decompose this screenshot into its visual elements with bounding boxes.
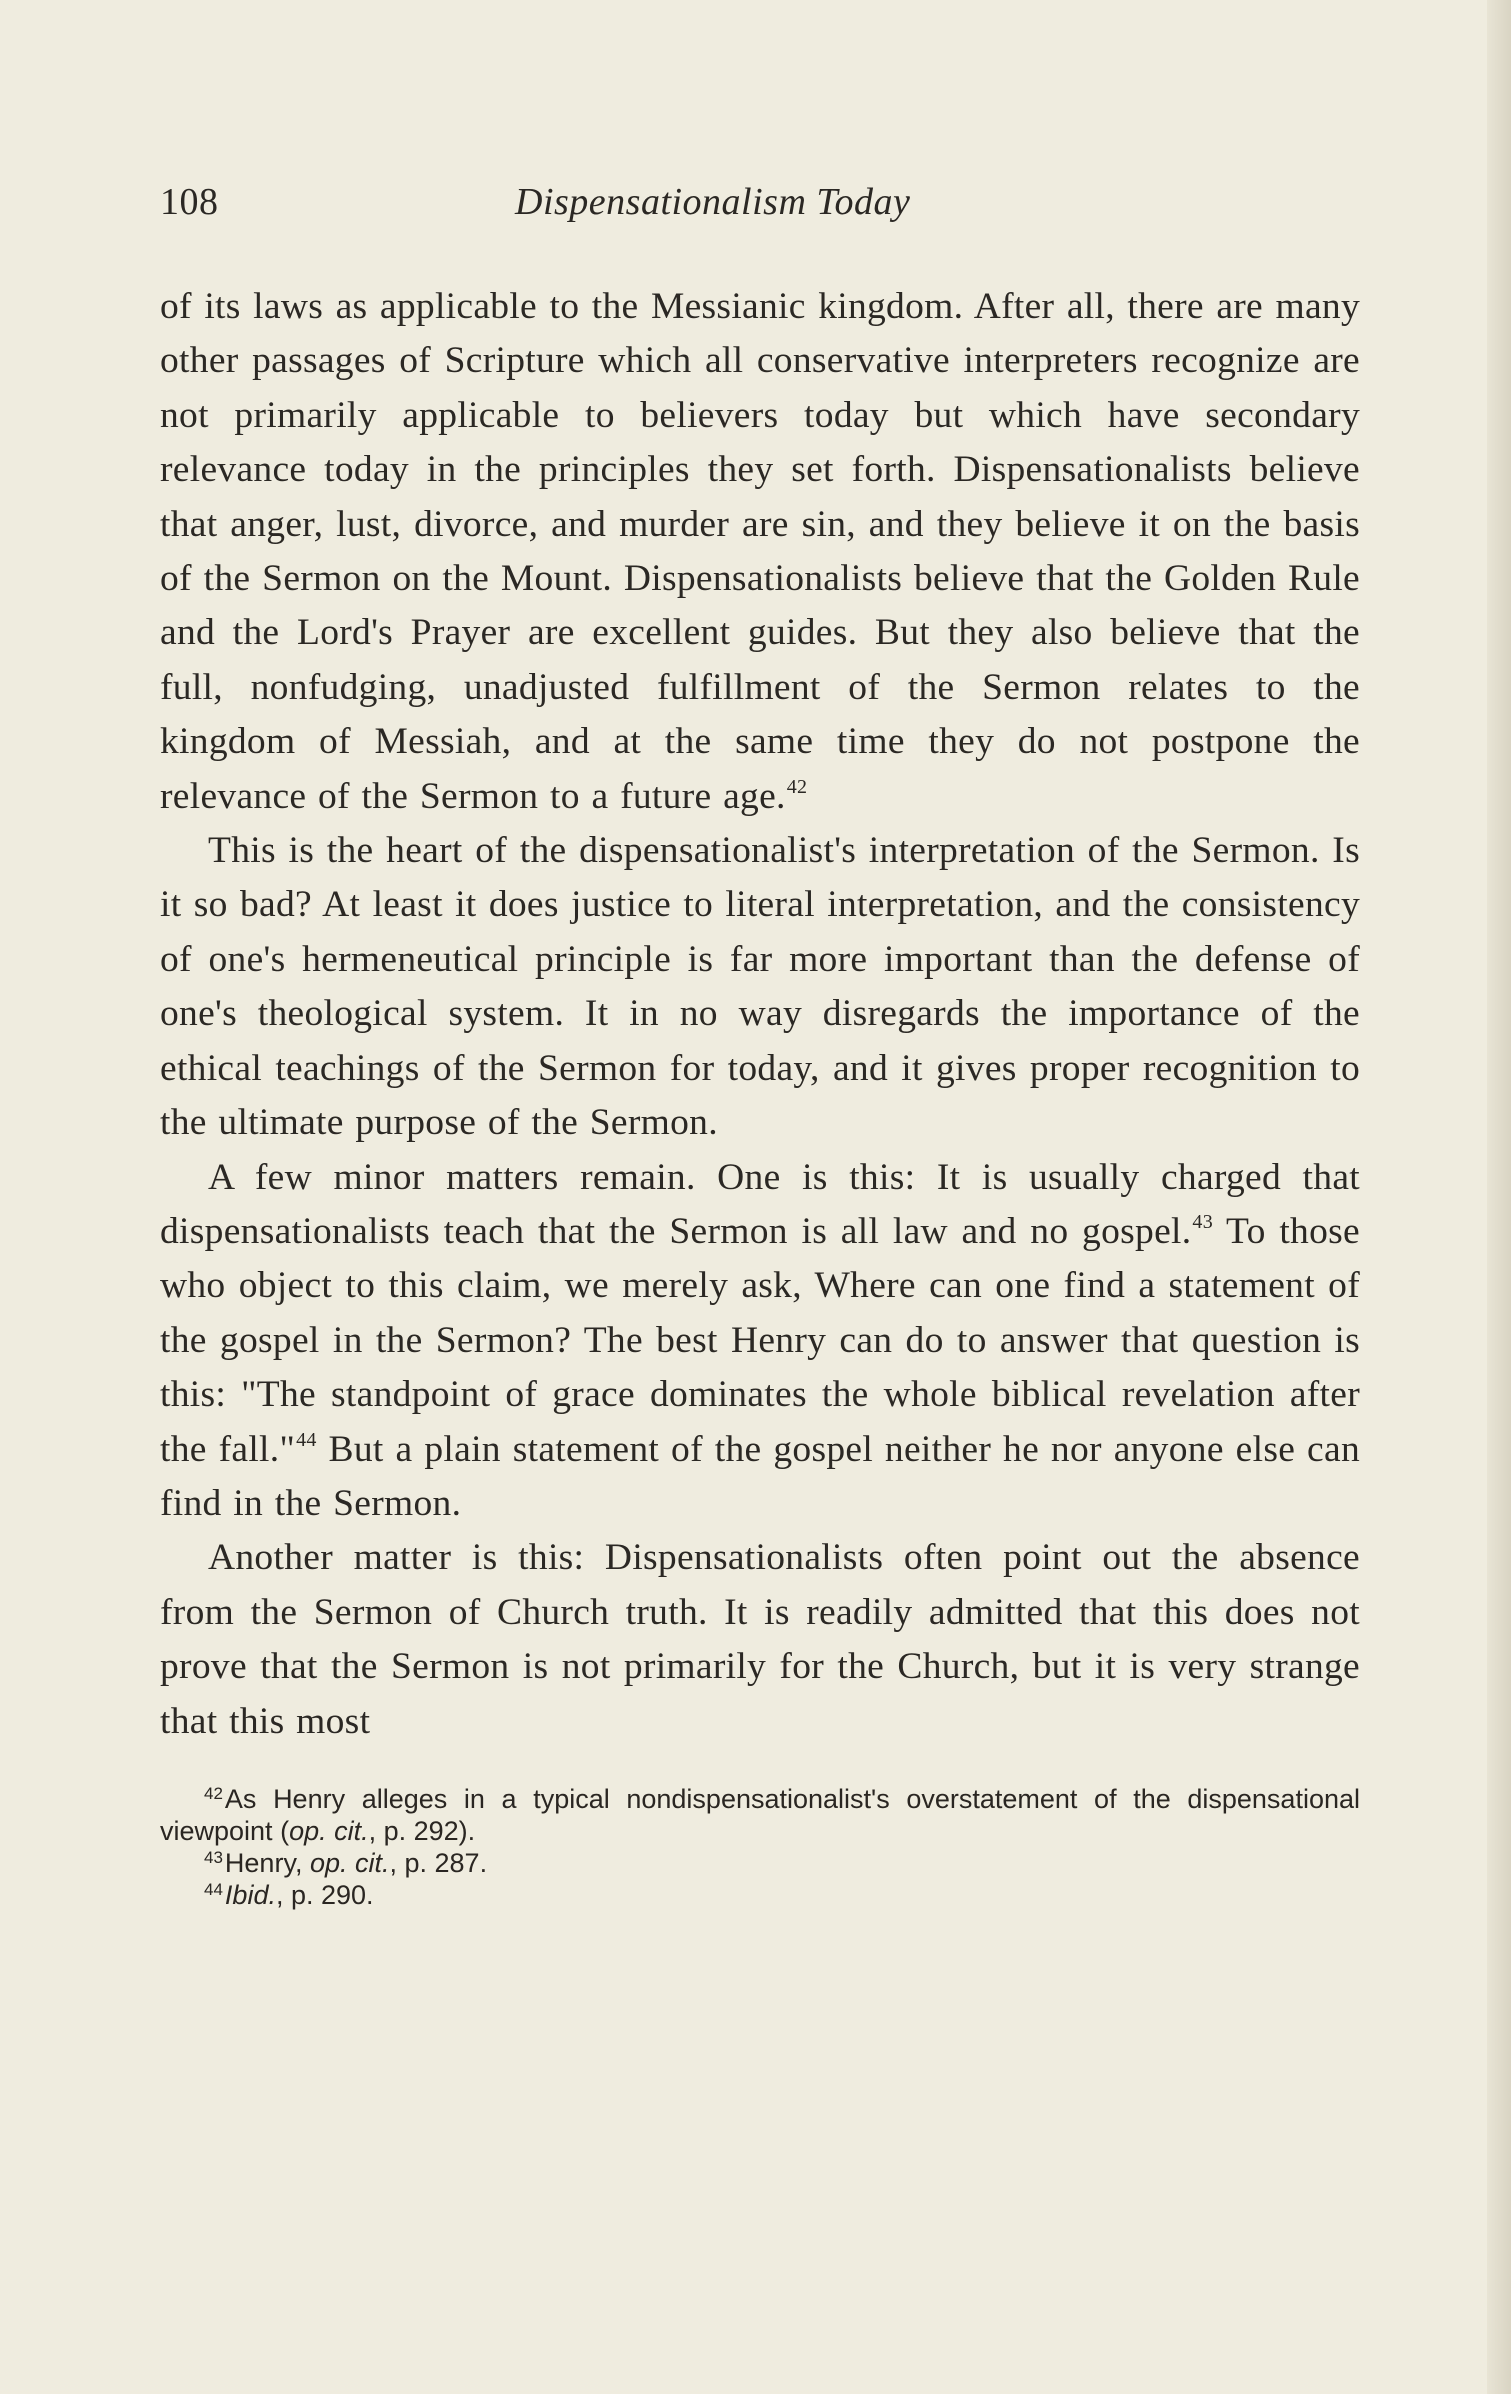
- book-page: [160, 180, 1360, 1911]
- paragraph-1-text: of its laws as applicable to the Messianic kingdom. After all, there are many other passages of Scripture which all conservative interpreters recognize are not primarily applicable to believers today but which have secondary relevance today in the principles they set forth. Dispensationalists believe that anger, lust, divorce, and murder are sin, and they believe it on the basis of the Sermon on the Mount. Dispensationalists believe that the Golden Rule and the Lord's Prayer are excellent guides. But they also believe that the full, nonfudging, unadjusted fulfillment of the Sermon relates to the kingdom of Messiah, and at the same time they do not postpone the relevance of the Sermon to a future age.: [160, 286, 1360, 817]
- footnote-text: As Henry alleges in a typical nondispensationalist's overstatement of the dispensational viewpoint (: [160, 1783, 1360, 1846]
- body-text: [160, 280, 1360, 1749]
- footnote-number: 44: [204, 1879, 223, 1899]
- book-spine-edge: [1487, 0, 1511, 2394]
- footnote-ref-42: 42: [786, 775, 808, 798]
- paragraph-2: This is the heart of the dispensationalist's interpretation of the Sermon. Is it so bad? At least it does justice to literal interpretation, and the consistency of one's hermeneutical principle is far more important than the defense of one's theological system. It in no way disregards the importance of the ethical teachings of the Sermon for today, and it gives proper recognition to the ultimate purpose of the Sermon.: [160, 830, 1360, 1144]
- footnote-number: 42: [204, 1783, 223, 1803]
- footnote-44: [160, 1879, 1360, 1911]
- footnote-citation: op. cit.: [309, 1847, 390, 1878]
- running-title: Dispensationalism Today: [515, 181, 911, 223]
- paragraph-3-text-b: To those who object to this claim, we merely ask, Where can one find a statement of the gospel in the Sermon? The best Henry can do to answer that question is this: "The standpoint of grace dominates the whole biblical revelation after the fall.": [160, 1210, 1360, 1470]
- paragraph-4: Another matter is this: Dispensationalists often point out the absence from the Sermon of Church truth. It is readily admitted that this does not prove that the Sermon is not primarily for the Church, but it is very strange that this most: [160, 1537, 1360, 1742]
- footnote-citation: Ibid.: [224, 1879, 276, 1910]
- footnote-ref-43: 43: [1192, 1210, 1214, 1233]
- footnote-citation: op. cit.: [289, 1815, 369, 1846]
- footnotes: [160, 1783, 1360, 1911]
- paragraph-3-text-c: But a plain statement of the gospel neither he nor anyone else can find in the Sermon.: [160, 1428, 1360, 1524]
- footnote-ref-44: 44: [296, 1428, 317, 1451]
- paragraph-1: [160, 280, 1360, 824]
- paragraph-3-text-a: A few minor matters remain. One is this: It is usually charged that dispensationalists teach that the Sermon is all law and no gospel.: [160, 1156, 1360, 1252]
- paragraph-3: [160, 1151, 1360, 1532]
- footnote-text: , p. 290.: [275, 1879, 374, 1910]
- footnote-text: , p. 292).: [368, 1815, 476, 1846]
- footnote-text: Henry,: [224, 1847, 310, 1878]
- footnote-text: , p. 287.: [389, 1847, 488, 1878]
- footnote-number: 43: [204, 1847, 223, 1867]
- footnote-42: [160, 1783, 1360, 1847]
- running-head: [160, 180, 1360, 250]
- page-number: 108: [160, 181, 219, 223]
- footnote-43: [160, 1847, 1360, 1879]
